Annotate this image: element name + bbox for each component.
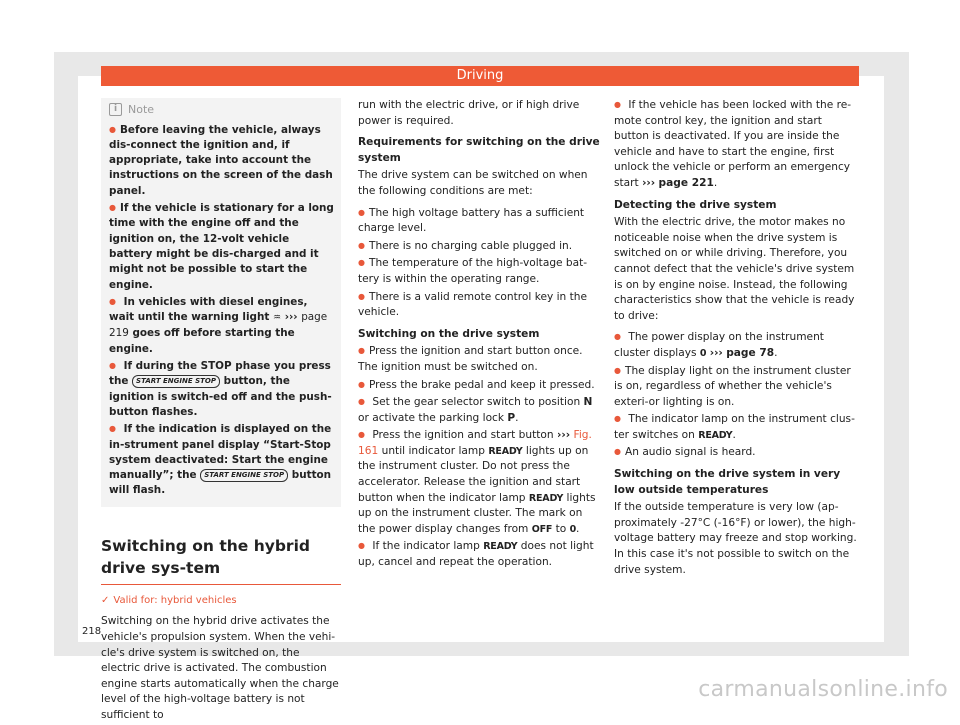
page-ref[interactable]: page 221 [659,177,714,189]
zero-mark-icon: 0 [570,524,576,535]
validity-line [101,593,341,609]
text: If the vehicle has been locked with the re-mote control key, the ignition and start button is deactivated. If you are inside the vehicle and have to start the engine, first unlock the vehicle or perform an emergency start [614,99,851,189]
column-middle [358,98,600,573]
list-item [358,539,600,570]
text: or activate the parking lock [358,412,504,424]
note-item: ● Before leaving the vehicle, always dis-connect the ignition and, if appropriate, take into account the instructions on the screen of the dash panel. [109,123,335,199]
note-item [109,422,335,498]
text: The power display on the instrument cluster displays [614,331,824,359]
list-item: ● Press the brake pedal and keep it pressed. [358,378,600,394]
note-item: ● If the vehicle is stationary for a long time with the engine off and the ignition on, the 12-volt vehicle battery might be dis-charged and it might not be possible to start the engine. [109,201,335,293]
note-text: If during the STOP phase you press the [109,360,331,387]
list-item: ● Set the gear selector switch to position N or activate the parking lock P. [358,395,600,426]
ready-lamp-icon: READY [529,493,563,504]
note-text: button will flash. [109,469,331,496]
ready-lamp-icon: READY [488,446,522,457]
paragraph: If the outside temperature is very low (ap-proximately -27°C (-16°F) or lower), the high-voltage battery may freeze and stop working. In this case it's not possible to switch on the drive system. [614,500,860,578]
subheading-detecting: Detecting the drive system [614,198,860,214]
subheading-requirements: Requirements for switching on the drive system [358,135,600,166]
note-text: In vehicles with diesel engines, wait until the warning light [109,296,307,323]
info-icon: i [109,103,122,116]
list-item: ● The indicator lamp on the instrument clus-ter switches on READY. [614,412,860,443]
start-engine-stop-key-icon: START ENGINE STOP [132,375,220,388]
list-item: ● The high voltage battery has a sufficient charge level. [358,206,600,237]
list-item: ● Press the ignition and start button ››› Fig. 161 until indicator lamp READY lights up on the instrument cluster. Do not press the accelerator. Release the ignition and start button when the indicator lamp READY lights up on the instrument cluster. The mark on the power display changes from OFF to 0. [358,428,600,537]
figure-ref[interactable]: Fig. 161 [358,429,592,457]
checkmark-icon: ✓ [101,595,109,606]
section-title: Switching on the hybrid drive sys-tem [101,535,341,585]
page-number: 218 [82,626,101,637]
note-label: Note [128,102,154,118]
list-item: ● There is no charging cable plugged in. [358,239,600,255]
paragraph: run with the electric drive, or if high drive power is required. [358,98,600,129]
section-intro: Switching on the hybrid drive activates the vehicle's propulsion system. When the vehi-cle's drive system is switched on, the electric drive is activated. The combustion engine starts automatically when the charge level of the high-voltage battery is not sufficient to [101,614,341,723]
off-mark-icon: OFF [532,524,552,535]
subheading-switching: Switching on the drive system [358,327,600,343]
text: lights up on the instrument cluster. Do not press the accelerator. Release the ignition and start button when the indicator lamp [358,445,588,504]
note-item [109,359,335,420]
column-left [101,98,341,725]
note-header [109,102,335,118]
page-ref[interactable]: page 78 [726,347,774,359]
page-ref-arrow: ››› [285,311,298,323]
ref-arrow: ››› [710,347,723,359]
paragraph: The drive system can be switched on when the following conditions are met: [358,168,600,199]
column-right [614,98,860,580]
note-item [109,295,335,357]
text: to [556,523,567,535]
list-item: ● There is a valid remote control key in the vehicle. [358,290,600,321]
note-text: goes off before starting the engine. [109,327,295,354]
list-item: ● Press the ignition and start button once. The ignition must be switched on. [358,344,600,375]
text: Set the gear selector switch to position [372,396,580,408]
paragraph: With the electric drive, the motor makes no noticeable noise when the drive system is switched on or while driving. Therefore, you cannot defect that the vehicle's drive system is on by engine noise. Instead, the following characteristics show that the vehicle is ready to drive: [614,215,860,324]
glow-plug-icon: ♒ [273,313,281,323]
page-ref[interactable]: page 219 [109,311,327,339]
list-item: ● If the vehicle has been locked with the re-mote control key, the ignition and start button is deactivated. If you are inside the vehicle and have to start the engine, first unlock the vehicle or perform an emergency start ››› page 221. [614,98,860,192]
ready-lamp-icon: READY [698,430,732,441]
ref-arrow: ››› [557,429,570,441]
text: lights up on the instrument cluster. The mark on the power display changes from [358,492,596,535]
list-item: ● An audio signal is heard. [614,445,860,461]
text: The indicator lamp on the instrument clus-ter switches on [614,413,855,441]
note-box [101,98,341,507]
text: does not light up, cancel and repeat the operation. [358,540,594,568]
ready-lamp-icon: READY [483,541,517,552]
gear-p: P [507,412,515,424]
zero-mark-icon: 0 [700,348,706,359]
watermark: carmanualsonline.info [698,677,948,702]
subheading-cold: Switching on the drive system in very low outside temperatures [614,467,860,498]
text: If the indicator lamp [372,540,479,552]
note-text: If the indication is displayed on the in-strument panel display “Start-Stop system deactivated: Start the engine manually”; the [109,423,331,481]
list-item: ● The power display on the instrument cluster displays 0 ››› page 78. [614,330,860,361]
chapter-header: Driving [101,66,859,86]
start-engine-stop-key-icon: START ENGINE STOP [200,469,288,482]
validity-text: Valid for: hybrid vehicles [113,595,236,606]
text: until indicator lamp [382,445,485,457]
ref-arrow: ››› [642,177,655,189]
note-text: button, the ignition is switch-ed off and the push-button flashes. [109,375,332,418]
list-item: ● The display light on the instrument cluster is on, regardless of whether the vehicle's exteri-or lighting is on. [614,364,860,411]
text: Press the ignition and start button [372,429,553,441]
list-item: ● The temperature of the high-voltage bat-tery is within the operating range. [358,256,600,287]
gear-n: N [584,396,593,408]
